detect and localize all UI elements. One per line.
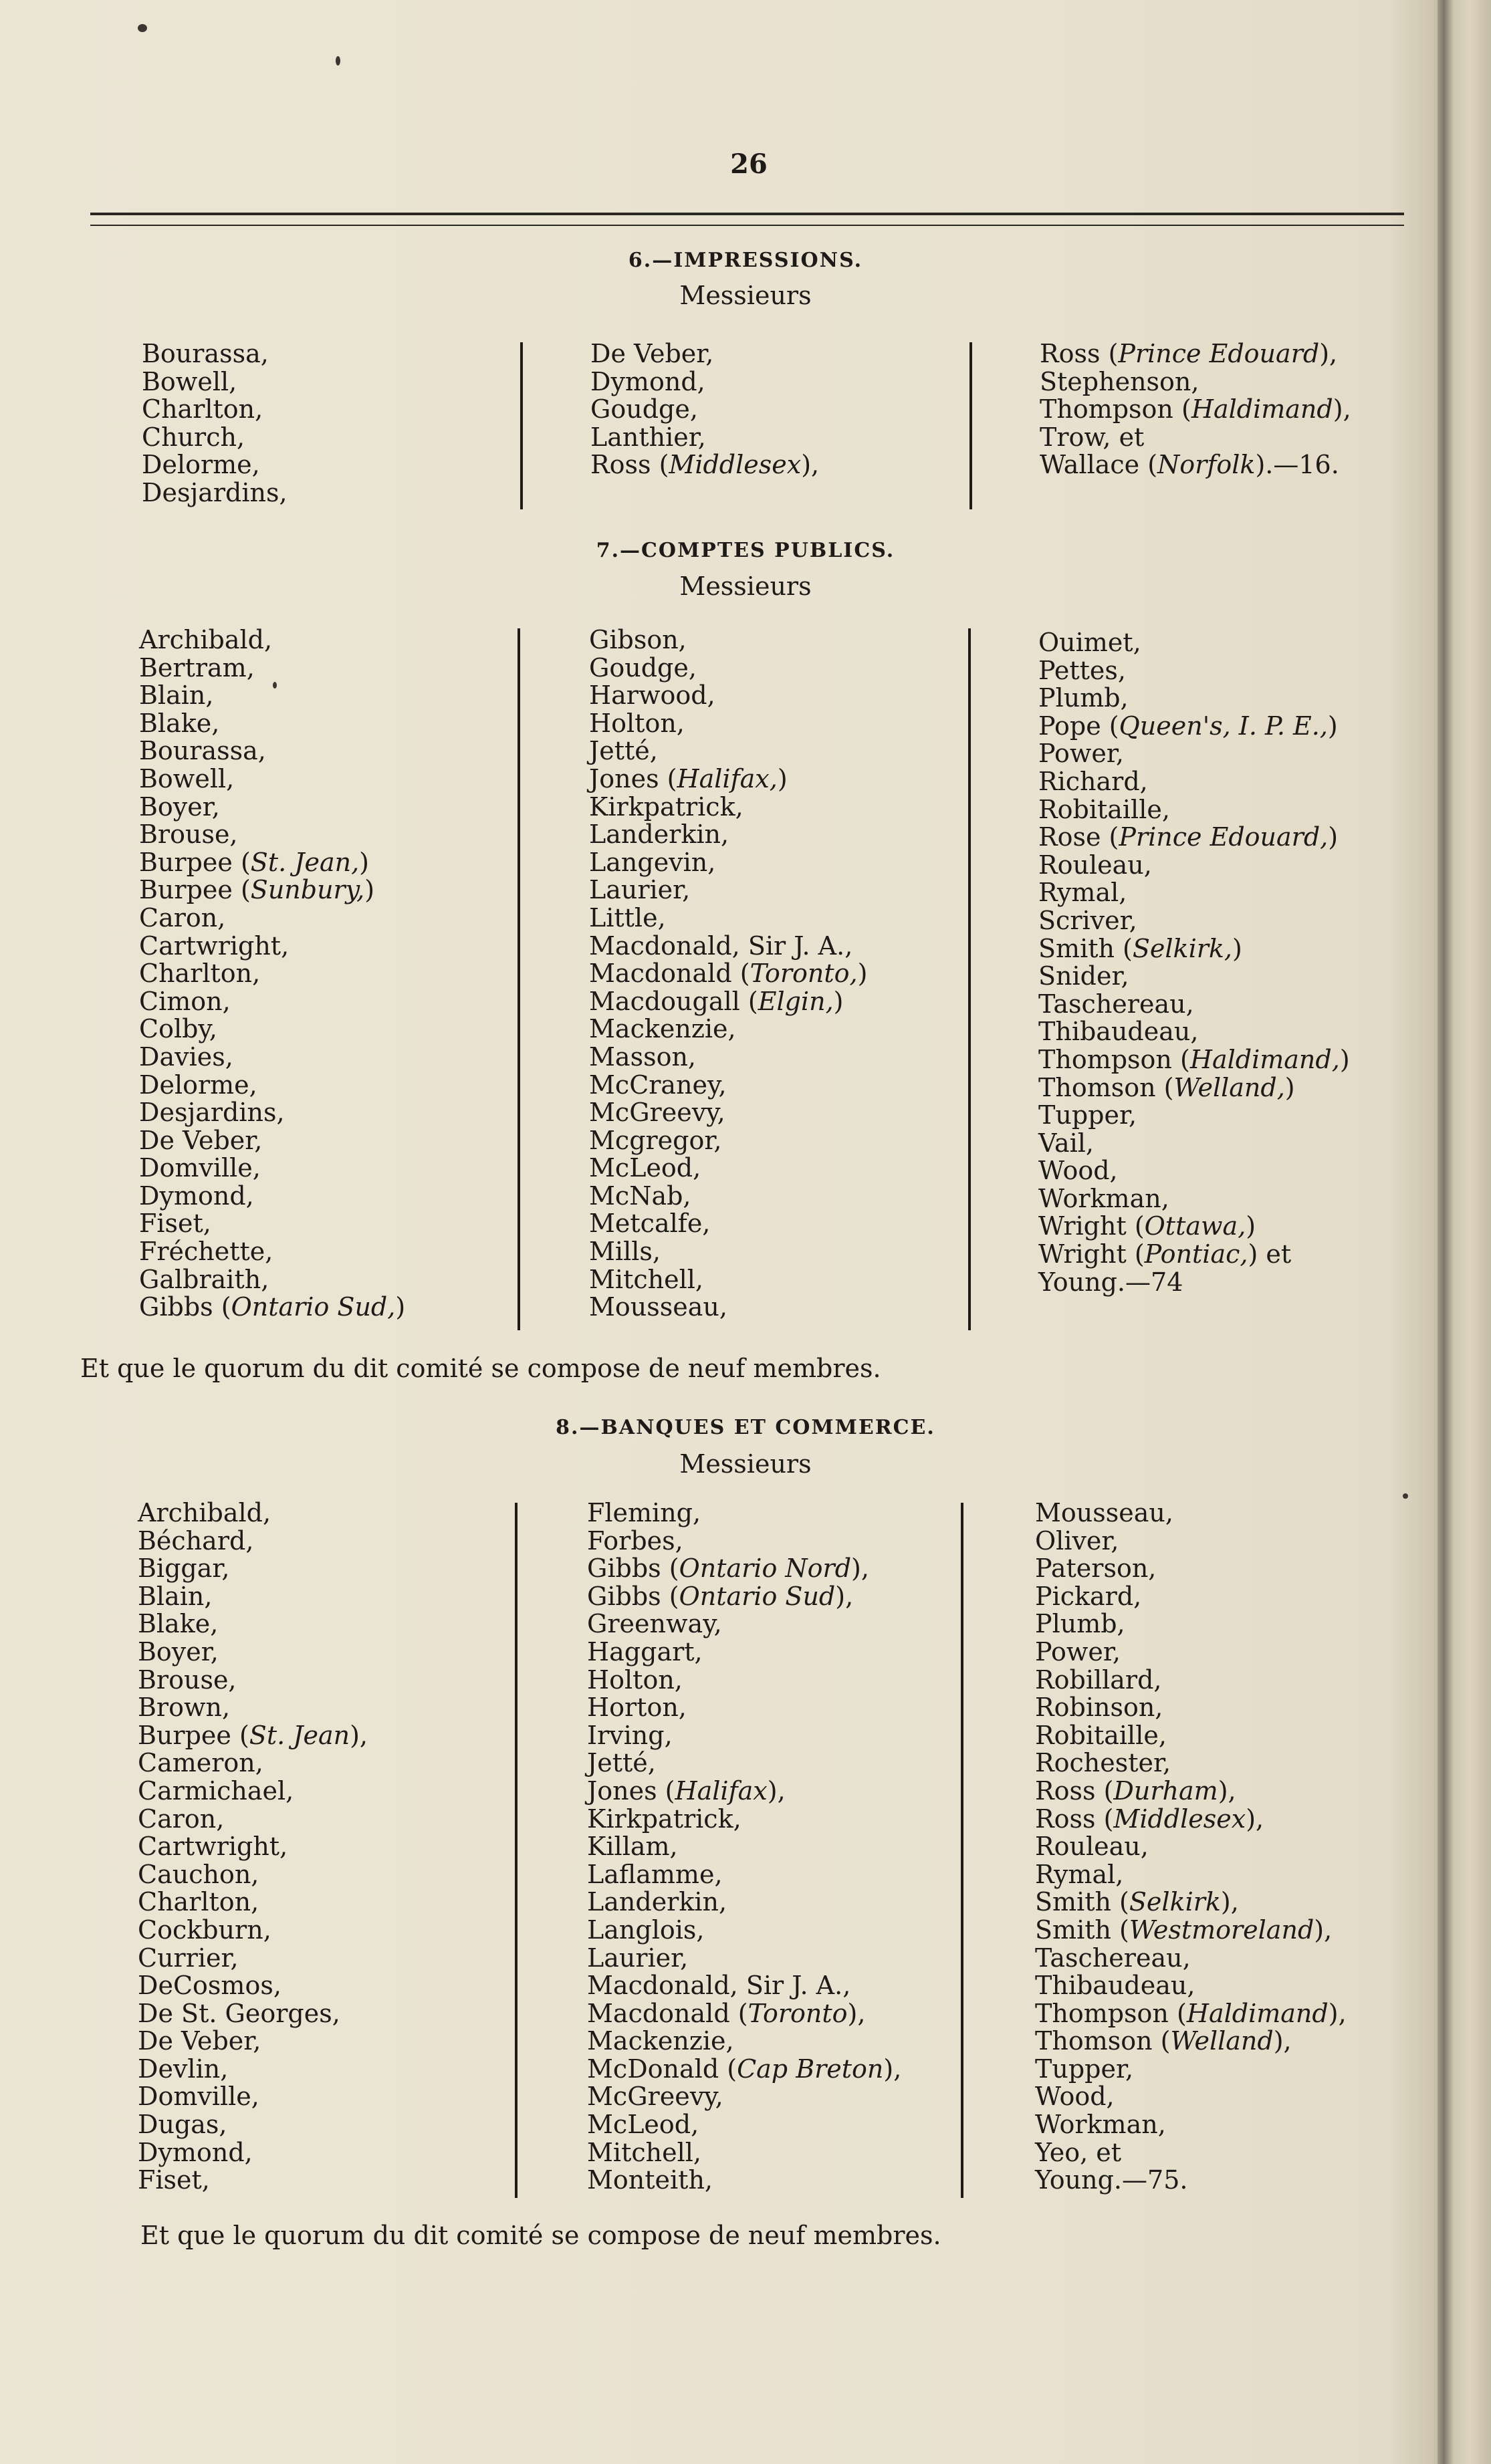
member-name: Power, [1035,1636,1121,1667]
member-name: Irving, [587,1720,673,1750]
member-name: Landerkin, [589,820,729,850]
member-name: Burpee (St. Jean,) [139,847,369,877]
member-name: Ross (Prince Edouard), [1040,339,1338,368]
member-name: Caron, [138,1804,225,1834]
member-name: Bourassa, [142,339,269,368]
member-name: Wood, [1038,1156,1118,1186]
member-name: Rose (Prince Edouard,) [1038,822,1339,852]
member-name: Mackenzie, [587,2026,734,2056]
member-name: Davies, [139,1041,233,1072]
member-name: Yeo, et [1035,2137,1122,2167]
section-7-quorum-note: Et que le quorum du dit comité se compose de neuf membres. [80,1354,881,1383]
member-name: Archibald, [139,625,273,654]
member-name: Mousseau, [589,1292,727,1322]
member-name: Robinson, [1035,1693,1163,1723]
member-name: Langlois, [587,1915,705,1945]
ink-speck [1403,1493,1408,1499]
member-name: Cimon, [139,986,231,1016]
section-8-column-1 [138,1499,368,2195]
member-name: Killam, [587,1832,678,1862]
member-name: Archibald, [138,1498,271,1527]
section-6-subtitle: Messieurs [679,281,812,310]
member-name: Tupper, [1035,2054,1134,2084]
member-name: Thomson (Welland), [1035,2026,1292,2056]
member-name: Bowell, [139,763,235,793]
member-name: Domville, [138,2082,259,2112]
member-name: Gibson, [589,625,687,654]
member-name: Béchard, [138,1525,254,1556]
member-name: McGreevy, [587,2082,723,2112]
member-name: Mackenzie, [589,1014,736,1044]
member-name: Kirkpatrick, [587,1804,741,1834]
member-name: De Veber, [139,1125,263,1155]
member-name: Ross (Durham), [1035,1775,1236,1806]
section-7-column-3 [1038,629,1350,1296]
member-name: Brouse, [138,1665,237,1695]
member-name: Jones (Halifax,) [589,763,788,793]
member-name: Metcalfe, [589,1209,711,1239]
member-name: Scriver, [1038,905,1137,935]
member-name: Macdougall (Elgin,) [589,986,844,1016]
member-name: Paterson, [1035,1554,1157,1584]
member-name: Blake, [138,1609,219,1639]
member-name: Fréchette, [139,1237,273,1267]
member-name: Bourassa, [139,736,266,766]
section-7-title: 7.—COMPTES PUBLICS. [596,539,895,562]
member-name: Brown, [138,1693,231,1723]
member-name: Blake, [139,708,220,738]
member-name: Landerkin, [587,1887,727,1917]
section-6-divider-2 [969,342,972,509]
page-number: 26 [730,148,768,180]
member-name: Harwood, [589,681,715,711]
member-name: Ross (Middlesex), [1035,1804,1264,1834]
section-7-divider-2 [968,628,971,1330]
section-7-subtitle: Messieurs [679,572,812,601]
member-name: Young.—75. [1035,2165,1188,2195]
member-name: Masson, [589,1041,696,1072]
member-name: Forbes, [587,1525,683,1556]
member-name: Gibbs (Ontario Nord), [587,1554,869,1584]
member-name: Pickard, [1035,1581,1142,1611]
member-name: Thompson (Haldimand), [1035,1998,1347,2028]
member-name: Young.—74 [1038,1267,1183,1297]
member-name: Workman, [1035,2110,1166,2140]
member-name: Cauchon, [138,1859,259,1889]
member-name: Thibaudeau, [1035,1971,1195,2001]
member-name: McDonald (Cap Breton), [587,2054,902,2084]
member-name: Dymond, [138,2137,253,2167]
member-name: Laurier, [589,875,691,905]
member-name: Langevin, [589,847,716,877]
member-name: Smith (Selkirk,) [1038,933,1242,963]
member-name: Jetté, [587,1748,656,1778]
member-name: Laflamme, [587,1859,723,1889]
member-name: Blain, [138,1581,213,1611]
member-name: Carmichael, [138,1775,294,1806]
member-name: Mitchell, [587,2137,701,2167]
member-name: Boyer, [138,1636,219,1667]
member-name: Charlton, [139,959,261,989]
member-name: Gibbs (Ontario Sud,) [139,1292,406,1322]
member-name: Greenway, [587,1609,722,1639]
member-name: Stephenson, [1040,366,1199,396]
member-name: Wright (Pontiac,) et [1038,1239,1292,1269]
member-name: Holton, [589,708,685,738]
member-name: Colby, [139,1014,217,1044]
section-7-column-2 [589,626,867,1322]
member-name: Mitchell, [589,1264,703,1294]
member-name: Holton, [587,1665,683,1695]
header-rule [90,213,1404,226]
member-name: Vail, [1038,1128,1094,1158]
member-name: Monteith, [587,2165,713,2195]
member-name: Little, [589,902,666,933]
member-name: Dugas, [138,2110,227,2140]
member-name: Snider, [1038,961,1129,991]
member-name: Ross (Middlesex), [590,450,820,480]
member-name: Wallace (Norfolk).—16. [1040,450,1339,480]
section-8-title: 8.—BANQUES ET COMMERCE. [556,1416,935,1439]
member-name: Horton, [587,1693,687,1723]
member-name: De Veber, [590,339,714,368]
member-name: Kirkpatrick, [589,791,743,822]
ink-speck [138,24,147,32]
member-name: Thompson (Haldimand), [1040,394,1351,424]
member-name: Plumb, [1038,683,1129,713]
member-name: Macdonald, Sir J. A., [589,931,853,961]
member-name: Ouimet, [1038,628,1141,657]
member-name: Currier, [138,1943,239,1973]
member-name: Rymal, [1035,1859,1124,1889]
section-8-divider-2 [961,1503,963,2198]
section-6-column-2 [590,340,819,479]
member-name: Rouleau, [1035,1832,1149,1862]
member-name: Boyer, [139,791,220,822]
member-name: Caron, [139,902,226,933]
section-6-column-1 [142,340,288,507]
member-name: Galbraith, [139,1264,269,1294]
member-name: Mcgregor, [589,1125,722,1155]
member-name: Biggar, [138,1554,230,1584]
member-name: Burpee (St. Jean), [138,1720,368,1750]
member-name: Cartwright, [138,1832,288,1862]
member-name: McNab, [589,1181,691,1211]
member-name: Wright (Ottawa,) [1038,1211,1256,1241]
member-name: Haggart, [587,1636,703,1667]
member-name: Rochester, [1035,1748,1171,1778]
member-name: Pope (Queen's, I. P. E.,) [1038,711,1338,741]
book-gutter [1438,0,1491,2464]
member-name: Macdonald, Sir J. A., [587,1971,851,2001]
member-name: Tupper, [1038,1100,1137,1130]
section-8-quorum-note: Et que le quorum du dit comité se compose de neuf membres. [140,2221,941,2250]
member-name: McCraney, [589,1070,727,1100]
member-name: Thompson (Haldimand,) [1038,1044,1350,1074]
member-name: Dymond, [590,366,705,396]
member-name: Robitaille, [1035,1720,1167,1750]
member-name: Cameron, [138,1748,263,1778]
member-name: Taschereau, [1038,989,1194,1019]
member-name: Mills, [589,1237,661,1267]
member-name: Robillard, [1035,1665,1162,1695]
member-name: Dymond, [139,1181,254,1211]
member-name: Smith (Selkirk), [1035,1887,1239,1917]
section-7-column-1 [139,626,405,1322]
ink-speck [273,682,277,689]
section-8-column-2 [587,1499,901,2195]
member-name: Charlton, [138,1887,259,1917]
member-name: Bowell, [142,366,237,396]
member-name: Macdonald (Toronto), [587,1998,866,2028]
member-name: Brouse, [139,820,238,850]
member-name: Pettes, [1038,655,1126,685]
member-name: DeCosmos, [138,1971,281,2001]
member-name: Bertram, [139,652,255,683]
section-6-title: 6.—IMPRESSIONS. [628,249,863,272]
member-name: De St. Georges, [138,1998,340,2028]
member-name: Plumb, [1035,1609,1125,1639]
member-name: McLeod, [589,1153,701,1183]
member-name: De Veber, [138,2026,261,2056]
member-name: Mousseau, [1035,1498,1173,1527]
member-name: Cartwright, [139,931,290,961]
member-name: Delorme, [142,450,260,480]
member-name: Oliver, [1035,1525,1119,1556]
member-name: Jetté, [589,736,658,766]
member-name: Fleming, [587,1498,701,1527]
member-name: Goudge, [590,394,698,424]
member-name: McLeod, [587,2110,699,2140]
member-name: Taschereau, [1035,1943,1191,1973]
member-name: Delorme, [139,1070,257,1100]
member-name: Smith (Westmoreland), [1035,1915,1333,1945]
member-name: Desjardins, [139,1098,285,1128]
ink-speck [336,56,340,66]
section-6-column-3 [1040,340,1351,479]
member-name: Thomson (Welland,) [1038,1072,1295,1102]
member-name: Rymal, [1038,878,1127,908]
section-8-subtitle: Messieurs [679,1449,812,1479]
section-7-divider-1 [518,628,520,1330]
member-name: Macdonald (Toronto,) [589,959,868,989]
section-8-column-3 [1035,1499,1347,2195]
member-name: Devlin, [138,2054,229,2084]
member-name: Power, [1038,739,1124,769]
member-name: Burpee (Sunbury,) [139,875,375,905]
member-name: Desjardins, [142,477,288,507]
member-name: Goudge, [589,652,697,683]
member-name: Gibbs (Ontario Sud), [587,1581,854,1611]
member-name: Cockburn, [138,1915,271,1945]
member-name: Blain, [139,681,214,711]
member-name: Rouleau, [1038,850,1152,880]
member-name: Robitaille, [1038,794,1170,824]
member-name: McGreevy, [589,1098,725,1128]
section-6-divider-1 [520,342,523,509]
member-name: Fiset, [139,1209,211,1239]
section-8-divider-1 [515,1503,518,2198]
member-name: Charlton, [142,394,263,424]
member-name: Domville, [139,1153,261,1183]
member-name: Jones (Halifax), [587,1775,786,1806]
member-name: Workman, [1038,1183,1169,1213]
member-name: Trow, et [1040,422,1145,452]
member-name: Lanthier, [590,422,706,452]
member-name: Fiset, [138,2165,210,2195]
member-name: Church, [142,422,245,452]
member-name: Thibaudeau, [1038,1017,1199,1047]
member-name: Wood, [1035,2082,1115,2112]
member-name: Laurier, [587,1943,689,1973]
member-name: Richard, [1038,766,1148,796]
